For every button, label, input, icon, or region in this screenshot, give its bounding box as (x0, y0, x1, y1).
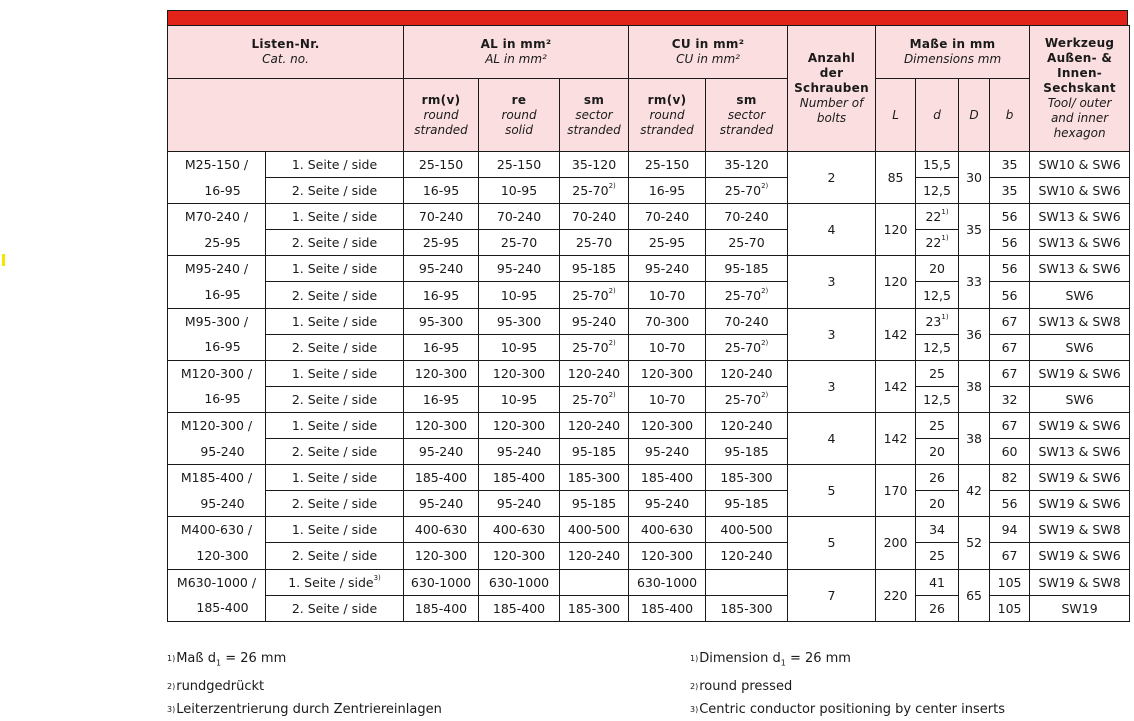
header-tool: Werkzeug Außen- & Innen- Sechskant Tool/ outer and inner hexagon (1030, 26, 1130, 152)
cell-al-rm: 95-240 (404, 256, 479, 282)
bolt-count: 7 (788, 569, 876, 621)
header-dim-b: b (990, 79, 1030, 152)
cell-cu-sm: 25-70$^{2)}$ (706, 334, 788, 360)
cell-al-sm: 185-300 (560, 595, 629, 621)
table-row (168, 412, 1130, 438)
tool-size: SW19 (1030, 595, 1130, 621)
bolt-count: 3 (788, 256, 876, 308)
dim-b: 67 (990, 412, 1030, 438)
cell-al-re: 120-300 (479, 360, 560, 386)
dim-D: 38 (959, 412, 990, 464)
cell-al-sm: 25-70$^{2)}$ (560, 178, 629, 204)
dim-d: 22$^{1)}$ (916, 230, 959, 256)
side-label: 1. Seite / side$^{3)}$ (266, 569, 404, 595)
tool-size: SW6 (1030, 386, 1130, 412)
side-label: 1. Seite / side (266, 465, 404, 491)
dim-d: 25 (916, 543, 959, 569)
cell-cu-rm: 10-70 (629, 334, 706, 360)
table-row (168, 465, 1130, 491)
tool-size: SW13 & SW6 (1030, 230, 1130, 256)
dim-L: 142 (876, 412, 916, 464)
catalog-number: M70-240 / 25-95 (168, 204, 266, 256)
cell-cu-sm: 400-500 (706, 517, 788, 543)
cell-cu-sm (706, 569, 788, 595)
dim-d: 20 (916, 256, 959, 282)
table-row (168, 569, 1130, 595)
cell-cu-sm: 95-185 (706, 491, 788, 517)
cell-cu-sm: 70-240 (706, 204, 788, 230)
table-row (168, 308, 1130, 334)
cell-al-re: 10-95 (479, 386, 560, 412)
table-row (168, 152, 1130, 178)
dim-d: 22$^{1)}$ (916, 204, 959, 230)
tool-size: SW19 & SW8 (1030, 517, 1130, 543)
cell-cu-rm: 10-70 (629, 386, 706, 412)
catalog-number: M400-630 / 120-300 (168, 517, 266, 569)
footnote-2-de: $^{2)}$rundgedrückt (167, 678, 265, 694)
cell-al-re: 95-240 (479, 439, 560, 465)
header-catalog-blank (168, 79, 404, 152)
cell-al-re: 25-70 (479, 230, 560, 256)
cell-cu-rm: 120-300 (629, 412, 706, 438)
dim-d: 12,5 (916, 334, 959, 360)
tool-size: SW13 & SW8 (1030, 308, 1130, 334)
cell-cu-rm: 70-300 (629, 308, 706, 334)
cell-cu-sm: 120-240 (706, 543, 788, 569)
cell-al-sm: 185-300 (560, 465, 629, 491)
cell-cu-rm: 25-95 (629, 230, 706, 256)
side-label: 1. Seite / side (266, 256, 404, 282)
dim-b: 56 (990, 491, 1030, 517)
cell-al-sm: 25-70$^{2)}$ (560, 282, 629, 308)
table-row (168, 517, 1130, 543)
cell-al-re: 630-1000 (479, 569, 560, 595)
dim-d: 12,5 (916, 282, 959, 308)
cell-al-rm: 70-240 (404, 204, 479, 230)
cell-cu-rm: 10-70 (629, 282, 706, 308)
bolt-count: 5 (788, 465, 876, 517)
side-label: 2. Seite / side (266, 439, 404, 465)
footnotes-en (690, 647, 1005, 721)
cell-al-rm: 16-95 (404, 334, 479, 360)
tool-size: SW6 (1030, 282, 1130, 308)
table-row (168, 204, 1130, 230)
dim-L: 120 (876, 256, 916, 308)
cell-cu-sm: 95-185 (706, 256, 788, 282)
catalog-number: M95-240 / 16-95 (168, 256, 266, 308)
dim-d: 41 (916, 569, 959, 595)
dim-D: 42 (959, 465, 990, 517)
header-cu-rm: rm(v) round stranded (629, 79, 706, 152)
cell-al-re: 25-150 (479, 152, 560, 178)
cell-cu-rm: 120-300 (629, 360, 706, 386)
dim-D: 30 (959, 152, 990, 204)
dim-b: 82 (990, 465, 1030, 491)
dim-b: 67 (990, 360, 1030, 386)
cell-cu-sm: 120-240 (706, 412, 788, 438)
header-al: AL in mm² AL in mm² (404, 26, 629, 79)
header-catalog-no: Listen-Nr. Cat. no. (168, 26, 404, 79)
cell-al-rm: 25-95 (404, 230, 479, 256)
dim-d: 12,5 (916, 386, 959, 412)
dim-L: 120 (876, 204, 916, 256)
dim-d: 26 (916, 595, 959, 621)
tool-size: SW10 & SW6 (1030, 178, 1130, 204)
header-cu-sm: sm sector stranded (706, 79, 788, 152)
dim-b: 67 (990, 543, 1030, 569)
dim-b: 105 (990, 595, 1030, 621)
cell-al-rm: 16-95 (404, 386, 479, 412)
dim-b: 35 (990, 178, 1030, 204)
side-label: 1. Seite / side (266, 412, 404, 438)
dim-L: 200 (876, 517, 916, 569)
dim-L: 142 (876, 360, 916, 412)
cell-cu-rm: 400-630 (629, 517, 706, 543)
cell-al-re: 10-95 (479, 178, 560, 204)
tool-size: SW6 (1030, 334, 1130, 360)
tool-size: SW19 & SW8 (1030, 569, 1130, 595)
header-dim-d: d (916, 79, 959, 152)
cell-al-rm: 95-240 (404, 491, 479, 517)
header-cu: CU in mm² CU in mm² (629, 26, 788, 79)
header-al-sm: sm sector stranded (560, 79, 629, 152)
dim-b: 56 (990, 230, 1030, 256)
dim-d: 20 (916, 491, 959, 517)
cell-al-sm: 95-185 (560, 439, 629, 465)
tool-size: SW13 & SW6 (1030, 204, 1130, 230)
bolt-count: 4 (788, 204, 876, 256)
cell-cu-sm: 25-70$^{2)}$ (706, 282, 788, 308)
footnote-1-de: $^{1)}$Maß $d_1 = 26$ mm (167, 651, 287, 668)
side-label: 2. Seite / side (266, 595, 404, 621)
side-label: 1. Seite / side (266, 152, 404, 178)
side-label: 2. Seite / side (266, 230, 404, 256)
bolt-count: 3 (788, 308, 876, 360)
footnote-3-en: $^{3)}$Centric conductor positioning by center inserts (690, 701, 1005, 717)
header-al-re: re round solid (479, 79, 560, 152)
cell-al-sm: 95-185 (560, 256, 629, 282)
cell-cu-sm: 25-70 (706, 230, 788, 256)
dim-b: 105 (990, 569, 1030, 595)
cell-cu-sm: 35-120 (706, 152, 788, 178)
cell-al-re: 70-240 (479, 204, 560, 230)
cell-cu-sm: 120-240 (706, 360, 788, 386)
dim-b: 32 (990, 386, 1030, 412)
cell-al-re: 400-630 (479, 517, 560, 543)
cell-al-sm: 120-240 (560, 360, 629, 386)
cell-cu-sm: 95-185 (706, 439, 788, 465)
cell-cu-rm: 120-300 (629, 543, 706, 569)
tool-size: SW13 & SW6 (1030, 256, 1130, 282)
dim-b: 56 (990, 204, 1030, 230)
cell-al-re: 95-240 (479, 491, 560, 517)
header-bolts: Anzahl der Schrauben Number of bolts (788, 26, 876, 152)
tool-size: SW19 & SW6 (1030, 543, 1130, 569)
dim-d: 25 (916, 412, 959, 438)
cell-cu-rm: 95-240 (629, 439, 706, 465)
dim-b: 35 (990, 152, 1030, 178)
cell-al-sm: 25-70$^{2)}$ (560, 334, 629, 360)
catalog-number: M185-400 / 95-240 (168, 465, 266, 517)
side-label: 2. Seite / side (266, 282, 404, 308)
cell-al-re: 185-400 (479, 465, 560, 491)
cell-cu-rm: 95-240 (629, 256, 706, 282)
table-body (168, 152, 1130, 622)
catalog-number: M25-150 / 16-95 (168, 152, 266, 204)
side-label: 2. Seite / side (266, 386, 404, 412)
cell-al-sm: 120-240 (560, 543, 629, 569)
cell-al-rm: 95-300 (404, 308, 479, 334)
cell-al-sm: 95-240 (560, 308, 629, 334)
tool-size: SW19 & SW6 (1030, 360, 1130, 386)
footnote-1-en: $^{1)}$Dimension $d_1 = 26$ mm (690, 651, 851, 668)
dim-b: 94 (990, 517, 1030, 543)
cell-al-sm: 95-185 (560, 491, 629, 517)
cell-al-rm: 95-240 (404, 439, 479, 465)
side-label: 1. Seite / side (266, 517, 404, 543)
cell-al-rm: 25-150 (404, 152, 479, 178)
side-label: 1. Seite / side (266, 308, 404, 334)
catalog-number: M120-300 / 16-95 (168, 360, 266, 412)
side-label: 1. Seite / side (266, 204, 404, 230)
cell-cu-rm: 185-400 (629, 465, 706, 491)
dim-L: 220 (876, 569, 916, 621)
cell-al-re: 185-400 (479, 595, 560, 621)
cell-al-sm: 25-70$^{2)}$ (560, 386, 629, 412)
header-dimensions: Maße in mm Dimensions mm (876, 26, 1030, 79)
cell-al-rm: 185-400 (404, 465, 479, 491)
footnote-3-de: $^{3)}$Leiterzentrierung durch Zentriereinlagen (167, 701, 442, 717)
dim-D: 33 (959, 256, 990, 308)
side-label: 2. Seite / side (266, 334, 404, 360)
cell-cu-rm: 25-150 (629, 152, 706, 178)
dim-D: 36 (959, 308, 990, 360)
table-row (168, 360, 1130, 386)
side-label: 1. Seite / side (266, 360, 404, 386)
cell-al-re: 95-240 (479, 256, 560, 282)
cell-al-re: 10-95 (479, 282, 560, 308)
dim-b: 56 (990, 282, 1030, 308)
cell-al-sm: 400-500 (560, 517, 629, 543)
cell-al-sm: 120-240 (560, 412, 629, 438)
catalog-number: M120-300 / 95-240 (168, 412, 266, 464)
dim-b: 67 (990, 334, 1030, 360)
dim-L: 170 (876, 465, 916, 517)
bolt-count: 3 (788, 360, 876, 412)
dim-b: 56 (990, 256, 1030, 282)
cell-al-rm: 16-95 (404, 282, 479, 308)
tool-size: SW19 & SW6 (1030, 412, 1130, 438)
tool-size: SW10 & SW6 (1030, 152, 1130, 178)
dim-D: 35 (959, 204, 990, 256)
cell-al-sm: 25-70 (560, 230, 629, 256)
header-dim-L: L (876, 79, 916, 152)
cell-al-sm (560, 569, 629, 595)
dim-d: 23$^{1)}$ (916, 308, 959, 334)
dim-L: 142 (876, 308, 916, 360)
tool-size: SW19 & SW6 (1030, 465, 1130, 491)
cell-cu-rm: 630-1000 (629, 569, 706, 595)
catalog-number: M95-300 / 16-95 (168, 308, 266, 360)
cell-al-rm: 120-300 (404, 412, 479, 438)
dim-b: 67 (990, 308, 1030, 334)
table-title-bar (167, 10, 1128, 25)
cell-al-re: 10-95 (479, 334, 560, 360)
cell-al-rm: 630-1000 (404, 569, 479, 595)
cell-cu-sm: 25-70$^{2)}$ (706, 178, 788, 204)
cell-al-re: 120-300 (479, 412, 560, 438)
header-dim-D: D (959, 79, 990, 152)
side-label: 2. Seite / side (266, 543, 404, 569)
dim-D: 52 (959, 517, 990, 569)
dim-b: 60 (990, 439, 1030, 465)
catalog-number: M630-1000 / 185-400 (168, 569, 266, 621)
cell-al-rm: 185-400 (404, 595, 479, 621)
cell-al-rm: 120-300 (404, 543, 479, 569)
cell-al-rm: 16-95 (404, 178, 479, 204)
cell-al-rm: 120-300 (404, 360, 479, 386)
cell-cu-sm: 185-300 (706, 595, 788, 621)
side-label: 2. Seite / side (266, 491, 404, 517)
header-al-rm: rm(v) round stranded (404, 79, 479, 152)
cell-al-re: 120-300 (479, 543, 560, 569)
cell-cu-rm: 95-240 (629, 491, 706, 517)
tool-size: SW19 & SW6 (1030, 491, 1130, 517)
cell-cu-sm: 185-300 (706, 465, 788, 491)
cable-lug-spec-table (167, 25, 1130, 622)
dim-d: 25 (916, 360, 959, 386)
footnote-2-en: $^{2)}$round pressed (690, 678, 793, 694)
cell-al-sm: 70-240 (560, 204, 629, 230)
highlight-marker (2, 254, 5, 266)
dim-D: 65 (959, 569, 990, 621)
cell-cu-rm: 185-400 (629, 595, 706, 621)
cell-cu-sm: 25-70$^{2)}$ (706, 386, 788, 412)
cell-cu-sm: 70-240 (706, 308, 788, 334)
bolt-count: 2 (788, 152, 876, 204)
cell-al-sm: 35-120 (560, 152, 629, 178)
cell-al-re: 95-300 (479, 308, 560, 334)
dim-d: 26 (916, 465, 959, 491)
dim-d: 34 (916, 517, 959, 543)
dim-d: 15,5 (916, 152, 959, 178)
dim-d: 12,5 (916, 178, 959, 204)
table-row (168, 256, 1130, 282)
bolt-count: 5 (788, 517, 876, 569)
dim-d: 20 (916, 439, 959, 465)
dim-D: 38 (959, 360, 990, 412)
tool-size: SW13 & SW6 (1030, 439, 1130, 465)
footnotes-de (167, 647, 442, 721)
dim-L: 85 (876, 152, 916, 204)
side-label: 2. Seite / side (266, 178, 404, 204)
cell-cu-rm: 16-95 (629, 178, 706, 204)
cell-al-rm: 400-630 (404, 517, 479, 543)
bolt-count: 4 (788, 412, 876, 464)
cell-cu-rm: 70-240 (629, 204, 706, 230)
